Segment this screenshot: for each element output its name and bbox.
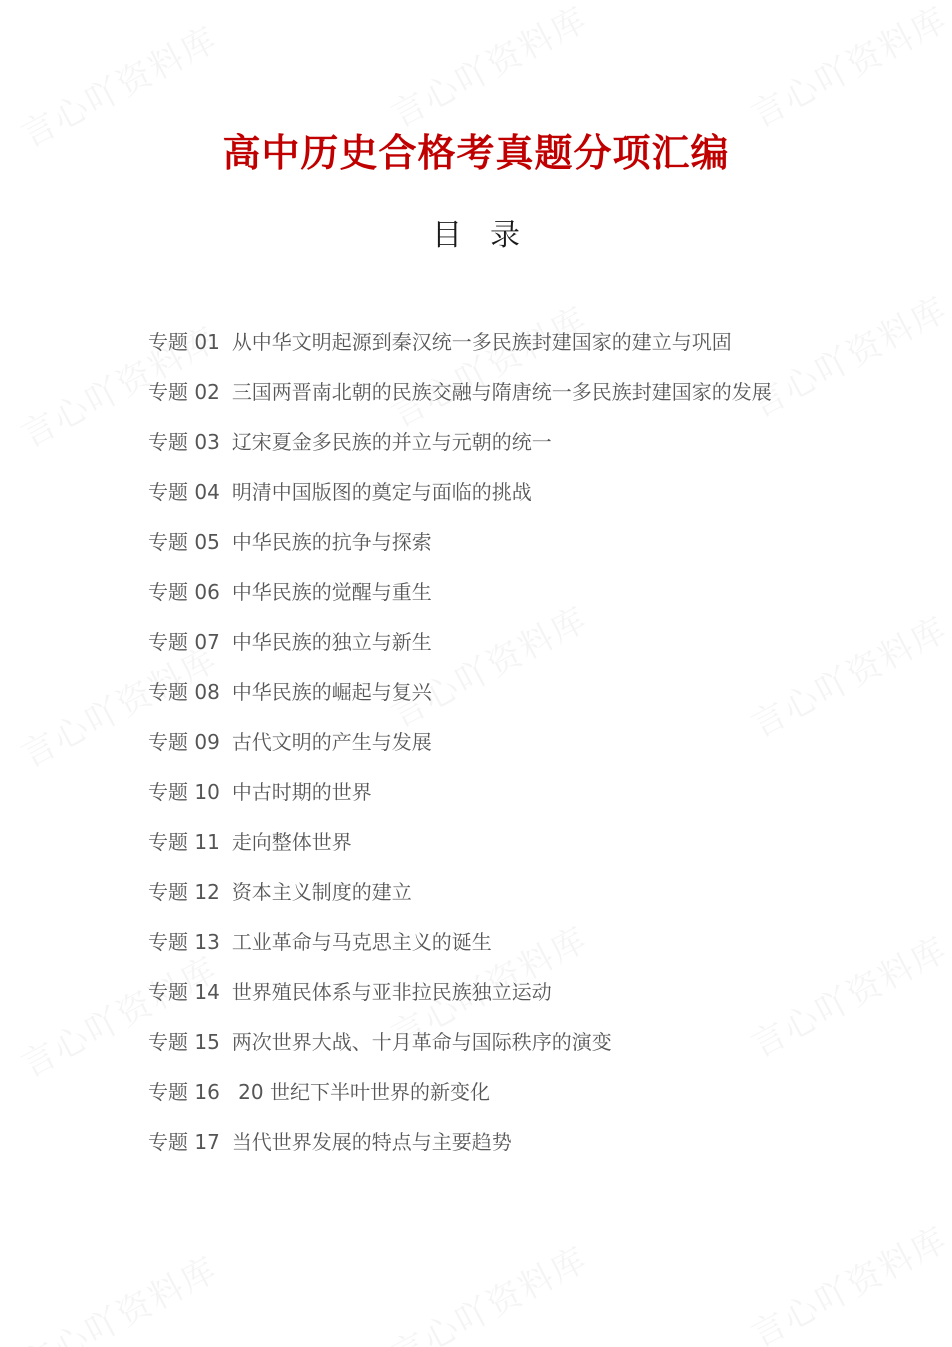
toc-entry[interactable] bbox=[148, 775, 908, 825]
table-of-contents bbox=[148, 325, 908, 1175]
toc-entry-number: 专题 08 bbox=[148, 680, 220, 704]
toc-entry[interactable] bbox=[148, 1025, 908, 1075]
toc-entry-title: 两次世界大战、十月革命与国际秩序的演变 bbox=[231, 1030, 612, 1054]
toc-entry-number: 专题 06 bbox=[148, 580, 220, 604]
toc-entry[interactable] bbox=[148, 525, 908, 575]
toc-entry-title: 从中华文明起源到秦汉统一多民族封建国家的建立与巩固 bbox=[231, 330, 732, 354]
toc-entry[interactable] bbox=[148, 825, 908, 875]
toc-entry-title: 辽宋夏金多民族的并立与元朝的统一 bbox=[231, 430, 552, 454]
toc-entry-number: 专题 04 bbox=[148, 480, 220, 504]
toc-entry[interactable] bbox=[148, 375, 908, 425]
toc-entry-number: 专题 10 bbox=[148, 780, 220, 804]
toc-entry-number: 专题 17 bbox=[148, 1130, 220, 1154]
watermark bbox=[381, 1232, 595, 1347]
toc-entry[interactable] bbox=[148, 325, 908, 375]
toc-entry-title: 明清中国版图的奠定与面临的挑战 bbox=[231, 480, 532, 504]
toc-entry-number: 专题 12 bbox=[148, 880, 220, 904]
toc-entry-title: 当代世界发展的特点与主要趋势 bbox=[231, 1130, 512, 1154]
toc-entry-number: 专题 16 bbox=[148, 1080, 220, 1104]
document-title: 高中历史合格考真题分项汇编 bbox=[222, 130, 730, 175]
toc-entry-title: 中华民族的抗争与探索 bbox=[231, 530, 432, 554]
toc-heading: 目录 bbox=[432, 218, 548, 253]
toc-entry-title: 走向整体世界 bbox=[231, 830, 352, 854]
toc-entry-number: 专题 02 bbox=[148, 380, 220, 404]
toc-entry-title: 古代文明的产生与发展 bbox=[231, 730, 432, 754]
toc-entry-title: 世界殖民体系与亚非拉民族独立运动 bbox=[231, 980, 552, 1004]
toc-entry-number: 专题 11 bbox=[148, 830, 220, 854]
toc-entry-title: 工业革命与马克思主义的诞生 bbox=[231, 930, 492, 954]
toc-entry-title: 中华民族的独立与新生 bbox=[231, 630, 432, 654]
toc-entry-number: 专题 01 bbox=[148, 330, 220, 354]
toc-entry-number: 专题 14 bbox=[148, 980, 220, 1004]
watermark bbox=[381, 0, 595, 137]
watermark bbox=[741, 0, 952, 137]
toc-entry[interactable] bbox=[148, 425, 908, 475]
toc-entry-number: 专题 13 bbox=[148, 930, 220, 954]
toc-entry-title: 三国两晋南北朝的民族交融与隋唐统一多民族封建国家的发展 bbox=[231, 380, 772, 404]
toc-entry[interactable] bbox=[148, 575, 908, 625]
toc-entry-title: 资本主义制度的建立 bbox=[231, 880, 412, 904]
toc-entry-title: 中华民族的觉醒与重生 bbox=[231, 580, 432, 604]
toc-entry[interactable] bbox=[148, 725, 908, 775]
toc-entry-title: 中古时期的世界 bbox=[231, 780, 372, 804]
toc-entry-number: 专题 07 bbox=[148, 630, 220, 654]
toc-entry[interactable] bbox=[148, 1075, 908, 1125]
toc-entry-number: 专题 05 bbox=[148, 530, 220, 554]
toc-entry[interactable] bbox=[148, 675, 908, 725]
toc-entry[interactable] bbox=[148, 875, 908, 925]
watermark bbox=[741, 1212, 952, 1347]
toc-entry-title: 20 世纪下半叶世界的新变化 bbox=[231, 1080, 490, 1104]
toc-entry-number: 专题 03 bbox=[148, 430, 220, 454]
toc-entry[interactable] bbox=[148, 475, 908, 525]
toc-entry-number: 专题 09 bbox=[148, 730, 220, 754]
toc-entry[interactable] bbox=[148, 925, 908, 975]
toc-entry[interactable] bbox=[148, 975, 908, 1025]
toc-entry[interactable] bbox=[148, 625, 908, 675]
watermark bbox=[11, 1242, 225, 1347]
toc-entry-title: 中华民族的崛起与复兴 bbox=[231, 680, 432, 704]
toc-entry-number: 专题 15 bbox=[148, 1030, 220, 1054]
toc-entry[interactable] bbox=[148, 1125, 908, 1175]
